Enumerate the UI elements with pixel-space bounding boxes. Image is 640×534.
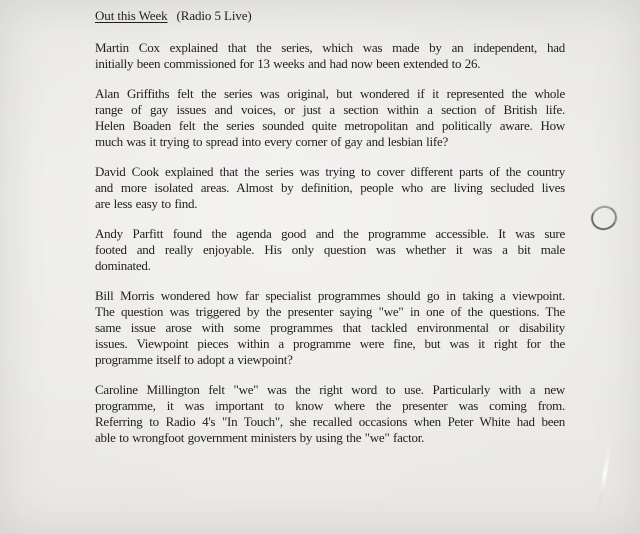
- paragraph: [95, 288, 565, 368]
- text-line: and more isolated areas. Almost by definition, people who are living secluded lives: [95, 180, 565, 195]
- text-line: same issue arose with some programmes that tackled environmental or disability: [95, 320, 565, 335]
- text-line: able to wrongfoot government ministers by using the "we" factor.: [95, 430, 425, 445]
- text-line: programme, it was important to know where the presenter was coming from.: [95, 398, 565, 413]
- text-line: dominated.: [95, 258, 151, 273]
- title-underlined-text: Out this Week: [95, 8, 168, 23]
- paragraph: [95, 382, 565, 446]
- paragraph: [95, 164, 565, 212]
- paragraph: [95, 226, 565, 274]
- text-line: Andy Parfitt found the agenda good and the programme accessible. It was sure: [95, 226, 565, 241]
- text-line: David Cook explained that the series was trying to cover different parts of the country: [95, 164, 565, 179]
- title-suffix-text: (Radio 5 Live): [176, 8, 252, 23]
- text-line: Helen Boaden felt the series sounded quite metropolitan and politically aware. How: [95, 118, 565, 133]
- paper-crease: [594, 442, 612, 530]
- document-title: [95, 8, 565, 24]
- paragraph: [95, 86, 565, 150]
- text-line: Referring to Radio 4's "In Touch", she recalled occasions when Peter White had been: [95, 414, 565, 429]
- text-line: The question was triggered by the presenter saying "we" in one of the questions. The: [95, 304, 565, 319]
- text-line: programme itself to adopt a viewpoint?: [95, 352, 293, 367]
- text-line: range of gay issues and voices, or just a section within a section of British life.: [95, 102, 565, 117]
- text-line: Alan Griffiths felt the series was original, but wondered if it represented the whole: [95, 86, 565, 101]
- text-line: initially been commissioned for 13 weeks and had now been extended to 26.: [95, 56, 481, 71]
- text-line: are less easy to find.: [95, 196, 198, 211]
- text-line: much was it trying to spread into every corner of gay and lesbian life?: [95, 134, 448, 149]
- text-line: Bill Morris wondered how far specialist programmes should go in taking a viewpoint.: [95, 288, 565, 303]
- hole-punch-ring: [588, 203, 620, 234]
- text-line: Caroline Millington felt "we" was the right word to use. Particularly with a new: [95, 382, 565, 397]
- text-line: Martin Cox explained that the series, which was made by an independent, had: [95, 40, 565, 55]
- text-line: issues. Viewpoint pieces within a programme were fine, but was it right for the: [95, 336, 565, 351]
- text-line: footed and really enjoyable. His only question was whether it was a bit male: [95, 242, 565, 257]
- paragraph: [95, 40, 565, 72]
- page-content: [95, 8, 565, 460]
- paragraphs: [95, 40, 565, 446]
